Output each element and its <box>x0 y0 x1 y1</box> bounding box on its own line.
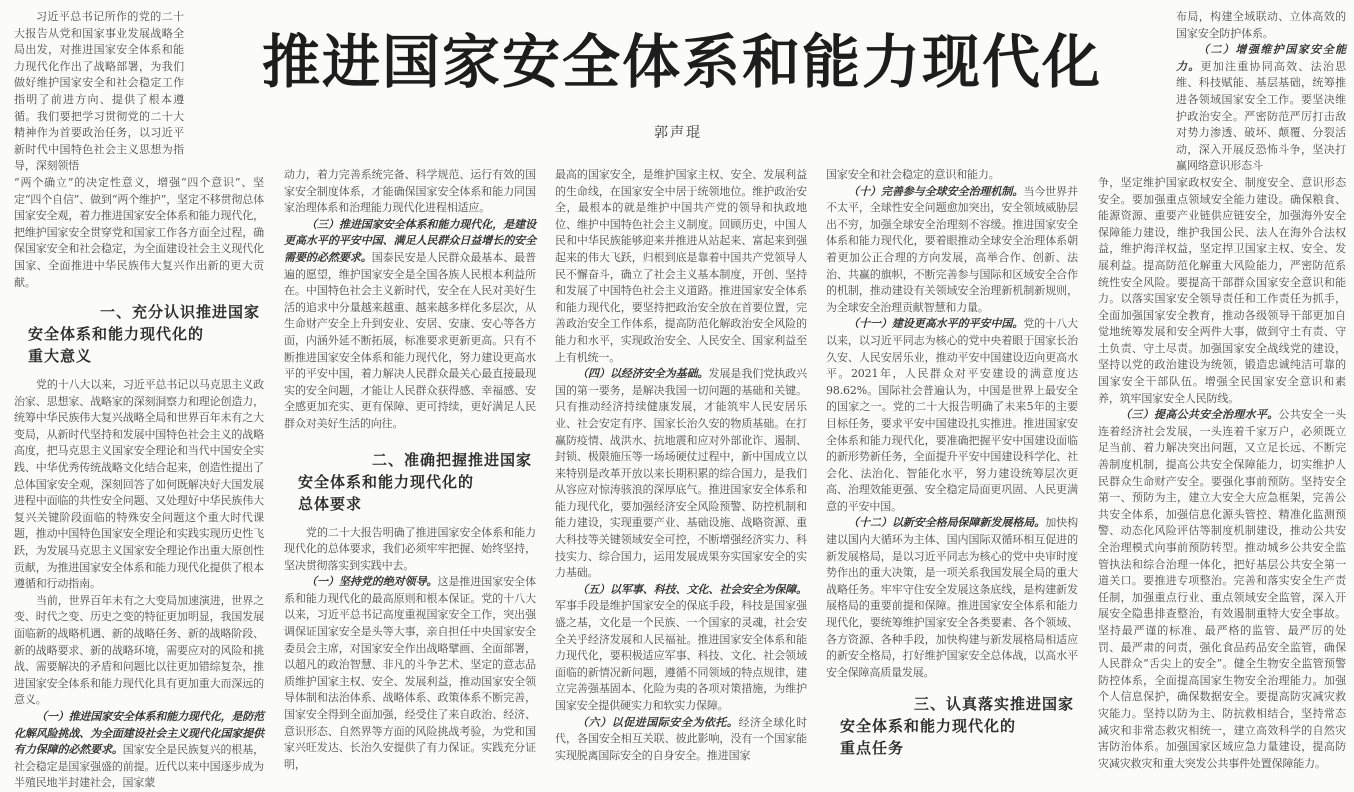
paragraph-body: 军事手段是维护国家安全的保底手段，科技是国家强盛之基，文化是一个民族、一个国家的灵魂，社会安全关乎经济发展和人民福祉。推进国家安全体系和能力现代化，要积极适应军事、科技、文化、社会领域面临的新情况新问题，遵循不同领域的特点规律，建立完善强基固本、化险为夷的各项对策措施，为维护国家安全提供硬实力和软实力保障。 <box>555 599 807 712</box>
paragraph-body: 国泰民安是人民群众最基本、最普遍的愿望，维护国家安全是全国各族人民根本利益所在。中国特色社会主义新时代，安全在人民对美好生活的追求中分量越来越重、越来越多样化多层次，从生命财产安全上升到安业、安居、安康、安心等各方面，内涵外延不断拓展，标准要求更新更高。只有不断推进国家安全体系和能力现代化，努力建设更高水平的平安中国，着力解决人民群众最关心最直接最现实的安全问题，才能让人民群众获得感、幸福感、安全感更加充实、更有保障、更可持续，更好满足人民群众对美好生活的向往。 <box>284 250 536 430</box>
body-paragraph: 国家安全和社会稳定的意识和能力。 <box>826 168 1000 181</box>
paragraph-lead: （一）坚持党的绝对领导。 <box>306 575 438 589</box>
section-heading-1: 一、充分认识推进国家 安全体系和能力现代化的 重大意义 <box>28 303 260 366</box>
paragraph-lead: （十一）建设更高水平的平安中国。 <box>848 317 1024 331</box>
paragraph-body: 加快构建以国内大循环为主体、国内国际双循环相互促进的新发展格局，是以习近平同志为核心的党中央审时度势作出的重大决策，是一项关系我国发展全局的重大战略任务。牢牢守住安全发展这条底线，是构建新发展格局的重要前提和保障。推进国家安全体系和能力现代化，要统筹维护国家安全各类要素、各个领域、各方资源、各种手段，加快构建与新发展格局相适应的新安全格局，打好维护国家安全总体战，以高水平安全保障高质量发展。 <box>826 516 1078 679</box>
column-4 <box>826 167 1078 769</box>
body-paragraph-continued: 争，坚定维护国家政权安全、制度安全、意识形态安全。要加强重点领域安全能力建设。确保粮食、能源资源、重要产业链供应链安全，加强海外安全保障能力建设，维护我国公民、法人在海外合法权益，维护海洋权益，坚定捍卫国家主权、安全、发展利益。提高防范化解重大风险能力，严密防范系统性安全风险。要提高干部群众国家安全意识和能力。以落实国家安全领导责任和工作责任为抓手，全面加强国家安全教育，推动各级领导干部更加自觉地统筹发展和安全两件大事，做到守土有责、守土负责、守土尽责。加强国家安全战线党的建设，坚持以党的政治建设为统领，锻造忠诚纯洁可靠的国家安全干部队伍。增强全民国家安全意识和素养，筑牢国家安全人民防线。 <box>1098 175 1346 405</box>
body-paragraph: 最高的国家安全，是维护国家主权、安全、发展利益的生命线，在国家安全中居于统领地位。维护政治安全，最根本的就是维护中国共产党的领导和执政地位、维护中国特色社会主义制度。回顾历史，中国人民和中华民族能够迎来并推进从站起来、富起来到强起来的伟大飞跃，归根到底是靠着中国共产党领导人民不懈奋斗，确立了社会主义基本制度，开创、坚持和发展了中国特色社会主义道路。推进国家安全体系和能力现代化，要坚持把政治安全放在首要位置，完善政治安全工作体系，提高防范化解政治安全风险的能力和水平，实现政治安全、人民安全、国家利益至上有机统一。 <box>555 168 807 364</box>
column-5 <box>1098 9 1346 772</box>
body-paragraph <box>555 715 807 765</box>
paragraph-lead: （三）推进国家安全体系和能力现代化，是建设更高水平的平安中国、满足人民群众日益增长的安全需要的必然要求。 <box>284 217 536 264</box>
body-paragraph <box>284 217 536 433</box>
article-headline: 推进国家安全体系和能力现代化 <box>262 28 1103 96</box>
paragraph-lead: （十）完善参与全球安全治理机制。 <box>848 184 1024 198</box>
body-paragraph <box>1098 407 1346 772</box>
paragraph-lead: （一）推进国家安全体系和能力现代化，是防范化解风险挑战、为全面建设社会主义现代化国家提供有力保障的必然要求。 <box>14 709 264 757</box>
body-paragraph <box>826 184 1078 317</box>
column-1 <box>14 9 264 792</box>
body-paragraph: 党的二十大报告明确了推进国家安全体系和能力现代化的总体要求，我们必须牢牢把握、始终坚持，坚决贯彻落实到实践中去。 <box>284 525 536 572</box>
paragraph-body: 这是推进国家安全体系和能力现代化的最高原则和根本保证。党的十八大以来，习近平总书记高度重视国家安全工作，突出强调保证国家安全是头等大事，亲自担任中央国家安全委员会主席，对国家安全作出战略擘画、全面部署，以超凡的政治智慧、非凡的斗争艺术、坚定的意志品质维护国家主权、安全、发展利益，推动国家安全领导体制和法治体系、战略体系、政策体系不断完善，国家安全得到全面加强，经受住了来自政治、经济、意识形态、自然界等方面的风险挑战考验，为党和国家兴旺发达、长治久安提供了有力保证。实践充分证明， <box>284 575 536 771</box>
column-2 <box>284 167 536 773</box>
paragraph-lead: （六）以促进国际安全为依托。 <box>577 715 739 729</box>
paragraph-lead: （五）以军事、科技、文化、社会安全为保障。 <box>577 582 807 596</box>
section-heading-2: 二、准确把握推进国家 安全体系和能力现代化的 总体要求 <box>298 450 532 513</box>
intro-paragraph-continued: “两个确立”的决定性意义，增强“四个意识”、坚定“四个自信”、做到“两个维护”，坚定不移贯彻总体国家安全观，着力推进国家安全体系和能力现代化，把维护国家安全贯穿党和国家工作各方面全过程，确保国家安全和社会稳定，为全面建设社会主义现代化国家、全面推进中华民族伟大复兴作出新的更大贡献。 <box>14 175 264 289</box>
body-paragraph: 党的十八大以来，习近平总书记以马克思主义政治家、思想家、战略家的深刻洞察力和理论创造力，统筹中华民族伟大复兴战略全局和世界百年未有之大变局，从新时代坚持和发展中国特色社会主义的战略高度，把马克思主义国家安全理论和当代中国安全实践、中华优秀传统战略文化结合起来，创造性提出了总体国家安全观，深刻回答了如何既解决好大国发展进程中面临的共性安全问题、又处理好中华民族伟大复兴关键阶段面临的特殊安全问题这个重大时代课题，推动中国特色国家安全理论和实践实现历史性飞跃，为发展马克思主义国家安全理论作出重大原创性贡献，为推进国家安全体系和能力现代化提供了根本遵循和行动指南。 <box>14 378 264 591</box>
paragraph-body: 国家安全是民族复兴的根基，社会稳定是国家强盛的前提。近代以来中国逐步成为半殖民地半封建社会，国家蒙 <box>14 743 264 790</box>
body-paragraph <box>555 366 807 582</box>
body-paragraph <box>1176 42 1346 175</box>
paragraph-body: 发展是我们党执政兴国的第一要务，是解决我国一切问题的基础和关键。只有推动经济持续健康发展，才能筑牢人民安居乐业、社会安定有序、国家长治久安的物质基础。在打赢防疫情、战洪水、抗地震和应对外部讹诈、遏制、封锁、极限施压等一场场硬仗过程中，新中国成立以来特别是改革开放以来长期积累的综合国力，是我们从容应对惊涛骇浪的深厚底气。推进国家安全体系和能力现代化，要加强经济安全风险预警、防控机制和能力建设，实现重要产业、基础设施、战略资源、重大科技等关键领域安全可控，不断增强经济实力、科技实力、综合国力，运用发展成果夯实国家安全的实力基础。 <box>555 367 807 580</box>
paragraph-lead: （三）提高公共安全治理水平。 <box>1120 408 1279 422</box>
body-paragraph <box>284 574 536 773</box>
body-paragraph <box>555 582 807 715</box>
paragraph-lead: （四）以经济安全为基础。 <box>577 367 709 381</box>
paragraph-body: 更加注重协同高效、法治思维、科技赋能、基层基础，统筹推进各领域国家安全工作。要坚决维护政治安全。严密防范严厉打击敌对势力渗透、破坏、颠覆、分裂活动，深入开展反恐怖斗争，坚决打赢网络意识形态斗 <box>1176 59 1346 173</box>
body-paragraph <box>826 515 1078 681</box>
body-paragraph: 布局，构建全域联动、立体高效的国家安全防护体系。 <box>1176 10 1346 40</box>
paragraph-lead: （十二）以新安全格局保障新发展格局。 <box>848 516 1046 530</box>
column-3 <box>555 167 807 764</box>
section-heading-3: 三、认真落实推进国家 安全体系和能力现代化的 重点任务 <box>840 695 1074 758</box>
paragraph-body: 公共安全一头连着经济社会发展，一头连着千家万户，必须既立足当前、着力解决突出问题，又立足长远、不断完善制度机制，提高公共安全保障能力，切实维护人民群众生命财产安全。要强化事前预防。坚持安全第一、预防为主，建立大安全大应急框架，完善公共安全体系，加强信息化源头管控、精准化监测预警、动态化风险评估等制度机制建设，推动公共安全治理模式向事前预防转型。推动城乡公共安全监管执法和综合治理一体化，把好基层公共安全第一道关口。要推进专项整治。完善和落实安全生产责任制，加强重点行业、重点领域安全监管，深入开展安全隐患排查整治，有效遏制重特大安全事故。坚持最严谨的标准、最严格的监管、最严厉的处罚、最严肃的问责，强化食品药品安全监管，确保人民群众“舌尖上的安全”。健全生物安全监管预警防控体系，全面提高国家生物安全治理能力。加强个人信息保护，确保数据安全。要提高防灾减灾救灾能力。坚持以防为主、防抗救相结合，坚持常态减灾和非常态救灾相统一，建立高效科学的自然灾害防治体系。加强国家区域应急力量建设，提高防灾减灾救灾和重大突发公共事件处置保障能力。 <box>1098 408 1346 770</box>
paragraph-body: 经济全球化时代，各国安全相互关联、彼此影响，没有一个国家能实现脱离国际安全的自身安全。推进国家 <box>555 715 807 762</box>
body-paragraph <box>826 316 1078 515</box>
body-paragraph: 动力，着力完善系统完备、科学规范、运行有效的国家安全制度体系，才能确保国家安全体系和能力同国家治理体系和治理能力现代化进程相适应。 <box>284 168 536 215</box>
body-paragraph <box>14 709 264 792</box>
wrapped-text-block <box>1176 9 1346 175</box>
intro-paragraph: 习近平总书记所作的党的二十大报告从党和国家事业发展战略全局出发，对推进国家安全体系和能力现代化作出了战略部署，为我们做好维护国家安全和社会稳定工作指明了前进方向、提供了根本遵循。我们要把学习贯彻党的二十大精神作为首要政治任务，以习近平新时代中国特色社会主义思想为指导，深刻领悟 <box>14 10 184 173</box>
article-byline: 郭声琨 <box>654 125 702 141</box>
body-paragraph: 当前，世界百年未有之大变局加速演进，世界之变、时代之变、历史之变的特征更加明显，我国发展面临新的战略机遇、新的战略任务、新的战略阶段、新的战略要求、新的战略环境，需要应对的风险和挑战、需要解决的矛盾和问题比以往更加错综复杂，推进国家安全体系和能力现代化具有更加重大而深远的意义。 <box>14 593 264 707</box>
paragraph-body: 当今世界并不太平，全球性安全问题愈加突出，安全领域威胁层出不穷，加强全球安全治理刻不容缓。推进国家安全体系和能力现代化，要着眼推动全球安全治理体系朝着更加公正合理的方向发展，高举合作、创新、法治、共赢的旗帜，不断完善参与国际和区域安全合作的机制，推动建设有关领域安全治理新机制新规则，为全球安全治理贡献智慧和力量。 <box>826 184 1078 314</box>
paragraph-body: 党的十八大以来，以习近平同志为核心的党中央着眼于国家长治久安、人民安居乐业，推动平安中国建设迈向更高水平。2021年，人民群众对平安建设的满意度达98.62%。国际社会普遍认为，中国是世界上最安全的国家之一。党的二十大报告明确了未来5年的主要目标任务，要求平安中国建设扎实推进。推进国家安全体系和能力现代化，要准确把握平安中国建设面临的新形势新任务，全面提升平安中国建设科学化、社会化、法治化、智能化水平，努力建设统筹层次更高、治理效能更强、安全稳定局面更巩固、人民更满意的平安中国。 <box>826 317 1078 513</box>
paragraph-lead: （二）增强维护国家安全能力。 <box>1176 43 1346 73</box>
